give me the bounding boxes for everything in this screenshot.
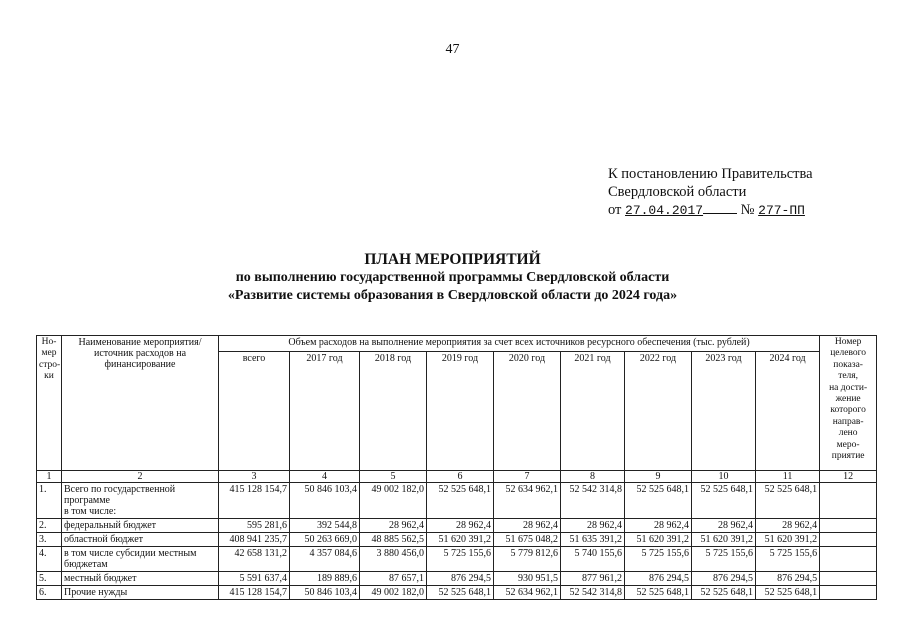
column-number: 4 bbox=[290, 471, 360, 483]
total-value-cell: 42 658 131,2 bbox=[219, 547, 290, 572]
table-header bbox=[37, 336, 877, 483]
column-number: 12 bbox=[820, 471, 877, 483]
year-value-cell: 876 294,5 bbox=[756, 572, 820, 586]
year-value-cell: 52 525 648,1 bbox=[756, 483, 820, 519]
year-value-cell: 49 002 182,0 bbox=[360, 483, 427, 519]
header-year: 2022 год bbox=[625, 352, 692, 471]
row-number-cell: 6. bbox=[37, 586, 62, 600]
year-value-cell: 28 962,4 bbox=[494, 519, 561, 533]
row-name-cell: федеральный бюджет bbox=[62, 519, 219, 533]
document-title bbox=[0, 251, 905, 305]
year-value-cell: 52 525 648,1 bbox=[625, 483, 692, 519]
column-number: 8 bbox=[561, 471, 625, 483]
row-number-cell: 1. bbox=[37, 483, 62, 519]
row-number-cell: 4. bbox=[37, 547, 62, 572]
year-value-cell: 51 620 391,2 bbox=[625, 533, 692, 547]
year-value-cell: 5 725 155,6 bbox=[692, 547, 756, 572]
header-year: 2020 год bbox=[494, 352, 561, 471]
column-number: 10 bbox=[692, 471, 756, 483]
year-value-cell: 5 725 155,6 bbox=[427, 547, 494, 572]
plan-table bbox=[36, 335, 877, 600]
year-value-cell: 49 002 182,0 bbox=[360, 586, 427, 600]
column-number: 1 bbox=[37, 471, 62, 483]
target-indicator-cell bbox=[820, 547, 877, 572]
table-row bbox=[37, 572, 877, 586]
year-value-cell: 87 657,1 bbox=[360, 572, 427, 586]
column-number: 11 bbox=[756, 471, 820, 483]
year-value-cell: 52 525 648,1 bbox=[427, 586, 494, 600]
header-name: Наименование мероприятия/ источник расходов на финансирование bbox=[62, 336, 219, 471]
year-value-cell: 51 635 391,2 bbox=[561, 533, 625, 547]
total-value-cell: 408 941 235,7 bbox=[219, 533, 290, 547]
total-value-cell: 5 591 637,4 bbox=[219, 572, 290, 586]
header-year: 2021 год bbox=[561, 352, 625, 471]
year-value-cell: 50 846 103,4 bbox=[290, 483, 360, 519]
year-value-cell: 52 542 314,8 bbox=[561, 586, 625, 600]
target-indicator-cell bbox=[820, 483, 877, 519]
year-value-cell: 28 962,4 bbox=[360, 519, 427, 533]
year-value-cell: 28 962,4 bbox=[692, 519, 756, 533]
row-name-cell: в том числе субсидии местным бюджетам bbox=[62, 547, 219, 572]
approval-number-label: № bbox=[740, 202, 755, 218]
header-year: 2024 год bbox=[756, 352, 820, 471]
column-number: 7 bbox=[494, 471, 561, 483]
total-value-cell: 595 281,6 bbox=[219, 519, 290, 533]
column-number: 6 bbox=[427, 471, 494, 483]
row-name-cell: Всего по государственной программе в том числе: bbox=[62, 483, 219, 519]
table-row bbox=[37, 586, 877, 600]
header-row-no: Но- мер стро- ки bbox=[37, 336, 62, 471]
header-year: 2019 год bbox=[427, 352, 494, 471]
header-target-no: Номер целевого показа- теля, на дости- жение которого направ- лено меро- приятие bbox=[820, 336, 877, 471]
year-value-cell: 48 885 562,5 bbox=[360, 533, 427, 547]
header-volume-group: Объем расходов на выполнение мероприятия за счет всех источников ресурсного обеспечения (тыс. рублей) bbox=[219, 336, 820, 352]
approval-number: 277-ПП bbox=[758, 203, 805, 218]
year-value-cell: 5 740 155,6 bbox=[561, 547, 625, 572]
year-value-cell: 930 951,5 bbox=[494, 572, 561, 586]
title-line-1: ПЛАН МЕРОПРИЯТИЙ bbox=[364, 251, 541, 268]
table-row bbox=[37, 519, 877, 533]
year-value-cell: 5 779 812,6 bbox=[494, 547, 561, 572]
year-value-cell: 876 294,5 bbox=[427, 572, 494, 586]
table-body bbox=[37, 483, 877, 600]
row-number-cell: 2. bbox=[37, 519, 62, 533]
target-indicator-cell bbox=[820, 519, 877, 533]
year-value-cell: 52 542 314,8 bbox=[561, 483, 625, 519]
year-value-cell: 876 294,5 bbox=[625, 572, 692, 586]
year-value-cell: 4 357 084,6 bbox=[290, 547, 360, 572]
header-year: 2023 год bbox=[692, 352, 756, 471]
year-value-cell: 189 889,6 bbox=[290, 572, 360, 586]
title-line-2: по выполнению государственной программы Свердловской области bbox=[235, 270, 670, 285]
approval-line-3 bbox=[608, 201, 813, 220]
year-value-cell: 5 725 155,6 bbox=[756, 547, 820, 572]
year-value-cell: 51 620 391,2 bbox=[427, 533, 494, 547]
table-row bbox=[37, 533, 877, 547]
year-value-cell: 28 962,4 bbox=[625, 519, 692, 533]
approval-line-2: Свердловской области bbox=[608, 183, 747, 200]
approval-block bbox=[608, 166, 813, 220]
header-year: 2018 год bbox=[360, 352, 427, 471]
total-value-cell: 415 128 154,7 bbox=[219, 483, 290, 519]
year-value-cell: 51 620 391,2 bbox=[692, 533, 756, 547]
target-indicator-cell bbox=[820, 586, 877, 600]
year-value-cell: 52 634 962,1 bbox=[494, 483, 561, 519]
column-number: 5 bbox=[360, 471, 427, 483]
title-line-3: «Развитие системы образования в Свердловской области до 2024 года» bbox=[227, 288, 678, 303]
year-value-cell: 877 961,2 bbox=[561, 572, 625, 586]
year-value-cell: 876 294,5 bbox=[692, 572, 756, 586]
column-number-row bbox=[37, 471, 877, 483]
table-row bbox=[37, 547, 877, 572]
target-indicator-cell bbox=[820, 533, 877, 547]
year-value-cell: 51 675 048,2 bbox=[494, 533, 561, 547]
header-total: всего bbox=[219, 352, 290, 471]
year-value-cell: 51 620 391,2 bbox=[756, 533, 820, 547]
year-value-cell: 52 525 648,1 bbox=[625, 586, 692, 600]
year-value-cell: 52 525 648,1 bbox=[692, 586, 756, 600]
year-value-cell: 28 962,4 bbox=[756, 519, 820, 533]
approval-from-label: от bbox=[608, 202, 622, 218]
year-value-cell: 52 634 962,1 bbox=[494, 586, 561, 600]
header-year: 2017 год bbox=[290, 352, 360, 471]
row-number-cell: 5. bbox=[37, 572, 62, 586]
year-value-cell: 52 525 648,1 bbox=[756, 586, 820, 600]
row-number-cell: 3. bbox=[37, 533, 62, 547]
column-number: 9 bbox=[625, 471, 692, 483]
total-value-cell: 415 128 154,7 bbox=[219, 586, 290, 600]
approval-line-1: К постановлению Правительства bbox=[608, 166, 813, 182]
table-row bbox=[37, 483, 877, 519]
year-value-cell: 50 263 669,0 bbox=[290, 533, 360, 547]
approval-underline bbox=[703, 201, 737, 214]
target-indicator-cell bbox=[820, 572, 877, 586]
approval-date: 27.04.2017 bbox=[625, 203, 704, 218]
year-value-cell: 3 880 456,0 bbox=[360, 547, 427, 572]
page-number: 47 bbox=[445, 42, 460, 57]
year-value-cell: 28 962,4 bbox=[561, 519, 625, 533]
year-value-cell: 5 725 155,6 bbox=[625, 547, 692, 572]
year-value-cell: 392 544,8 bbox=[290, 519, 360, 533]
row-name-cell: местный бюджет bbox=[62, 572, 219, 586]
row-name-cell: областной бюджет bbox=[62, 533, 219, 547]
row-name-cell: Прочие нужды bbox=[62, 586, 219, 600]
year-value-cell: 52 525 648,1 bbox=[692, 483, 756, 519]
column-number: 2 bbox=[62, 471, 219, 483]
column-number: 3 bbox=[219, 471, 290, 483]
year-value-cell: 52 525 648,1 bbox=[427, 483, 494, 519]
year-value-cell: 50 846 103,4 bbox=[290, 586, 360, 600]
year-value-cell: 28 962,4 bbox=[427, 519, 494, 533]
